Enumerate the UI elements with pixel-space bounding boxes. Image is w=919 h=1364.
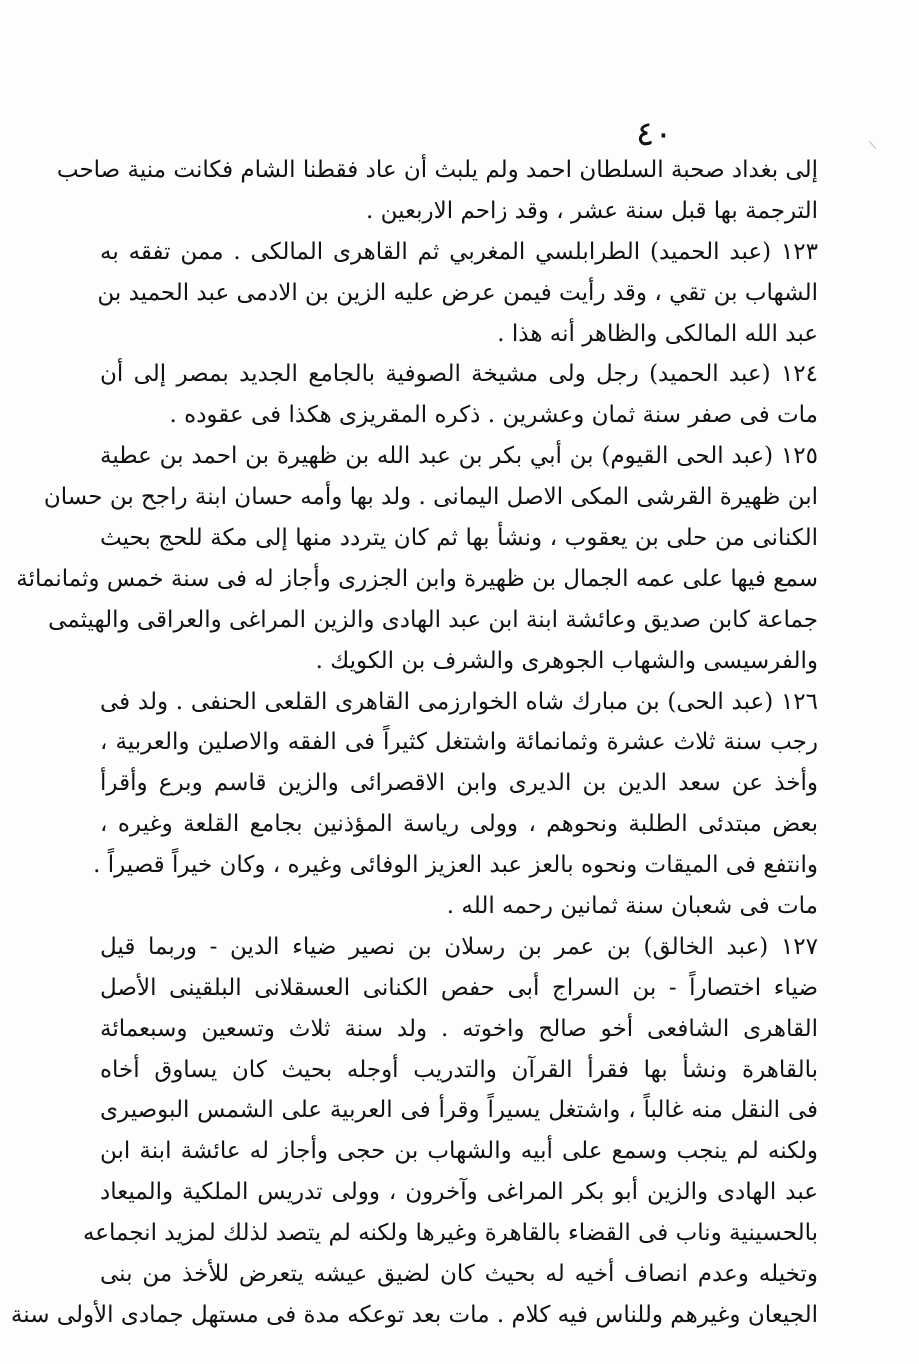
text-line: وأخذ عن سعد الدين بن الديرى وابن الاقصرائى والزين قاسم وبرع وأقرأ xyxy=(100,770,818,797)
text-line: رجب سنة ثلاث عشرة وثمانمائة واشتغل كثيراً فى الفقه والاصلين والعربية ، xyxy=(100,729,818,756)
scan-mark xyxy=(869,141,876,149)
text-line: ١٢٣ (عبد الحميد) الطرابلسي المغربي ثم القاهرى المالكى . ممن تفقه به xyxy=(100,238,818,265)
text-line: والفرسيسى والشهاب الجوهرى والشرف بن الكويك . xyxy=(315,647,818,674)
text-line: مات فى صفر سنة ثمان وعشرين . ذكره المقريزى هكذا فى عقوده . xyxy=(169,402,818,429)
text-line: الكنانى من حلى بن يعقوب ، ونشأ بها ثم كان يتردد منها إلى مكة للحج بحيث xyxy=(100,525,818,552)
text-line: الشهاب بن تقي ، وقد رأيت فيمن عرض عليه الزين بن الادمى عبد الحميد بن xyxy=(97,279,818,306)
text-line: سمع فيها على عمه الجمال بن ظهيرة وابن الجزرى وأجاز له فى سنة خمس وثمانمائة xyxy=(16,565,818,592)
body-text xyxy=(10,150,818,1336)
text-line: الجيعان وغيرهم وللناس فيه كلام . مات بعد توعكه مدة فى مستهل جمادى الأولى سنة xyxy=(10,1301,818,1328)
text-line: جماعة كابن صديق وعائشة ابنة ابن عبد الهادى والزين المراغى والعراقى والهيثمى xyxy=(48,606,818,633)
text-line: الترجمة بها قبل سنة عشر ، وقد زاحم الاربعين . xyxy=(365,197,818,224)
text-line: ١٢٦ (عبد الحى) بن مبارك شاه الخوارزمى القاهرى القلعى الحنفى . ولد فى xyxy=(100,688,818,715)
text-line: وانتفع فى الميقات ونحوه بالعز عبد العزيز الوفائى وغيره ، وكان خيراً قصيراً . xyxy=(93,852,818,879)
text-line: بالقاهرة ونشأ بها فقرأ القرآن والتدريب أوجله بحيث كان يساوق أخاه xyxy=(100,1056,818,1083)
text-line: ضياء اختصاراً - بن السراج أبى حفص الكنانى العسقلانى البلقينى الأصل xyxy=(100,974,818,1001)
text-line: ١٢٧ (عبد الخالق) بن عمر بن رسلان بن نصير ضياء الدين - وربما قيل xyxy=(100,933,818,960)
text-line: بعض مبتدئى الطلبة ونحوهم ، وولى رياسة المؤذنين بجامع القلعة وغيره ، xyxy=(100,811,818,838)
page-number: ٤٠ xyxy=(636,114,673,154)
text-line: فى النقل منه غالباً ، واشتغل يسيراً وقرأ فى العربية على الشمس البوصيرى xyxy=(100,1097,818,1124)
text-line: إلى بغداد صحبة السلطان احمد ولم يلبث أن عاد فقطنا الشام فكانت منية صاحب xyxy=(56,157,818,183)
text-line: القاهرى الشافعى أخو صالح واخوته . ولد سنة ثلاث وتسعين وسبعمائة xyxy=(100,1015,818,1042)
text-line: مات فى شعبان سنة ثمانين رحمه الله . xyxy=(446,893,818,920)
text-line: عبد الله المالكى والظاهر أنه هذا . xyxy=(497,320,818,347)
text-line: عبد الهادى والزين أبو بكر المراغى وآخرون ، وولى تدريس الملكية والميعاد xyxy=(100,1179,818,1206)
text-line: ١٢٤ (عبد الحميد) رجل ولى مشيخة الصوفية بالجامع الجديد بمصر إلى أن xyxy=(100,361,818,388)
text-line: ابن ظهيرة القرشى المكى الاصل اليمانى . ولد بها وأمه حسان ابنة راجح بن حسان xyxy=(43,484,818,511)
text-line: وتخيله وعدم انصاف أخيه له بحيث كان لضيق عيشه يتعرض للأخذ من بنى xyxy=(100,1261,818,1288)
text-line: ١٢٥ (عبد الحى القيوم) بن أبي بكر بن عبد الله بن ظهيرة بن احمد بن عطية xyxy=(100,443,818,470)
text-line: بالحسينية وناب فى القضاء بالقاهرة وغيرها ولكنه لم يتصد لذلك لمزيد انجماعه xyxy=(82,1220,818,1247)
text-line: ولكنه لم ينجب وسمع على أبيه والشهاب بن حجى وأجاز له عائشة ابنة ابن xyxy=(100,1138,818,1165)
